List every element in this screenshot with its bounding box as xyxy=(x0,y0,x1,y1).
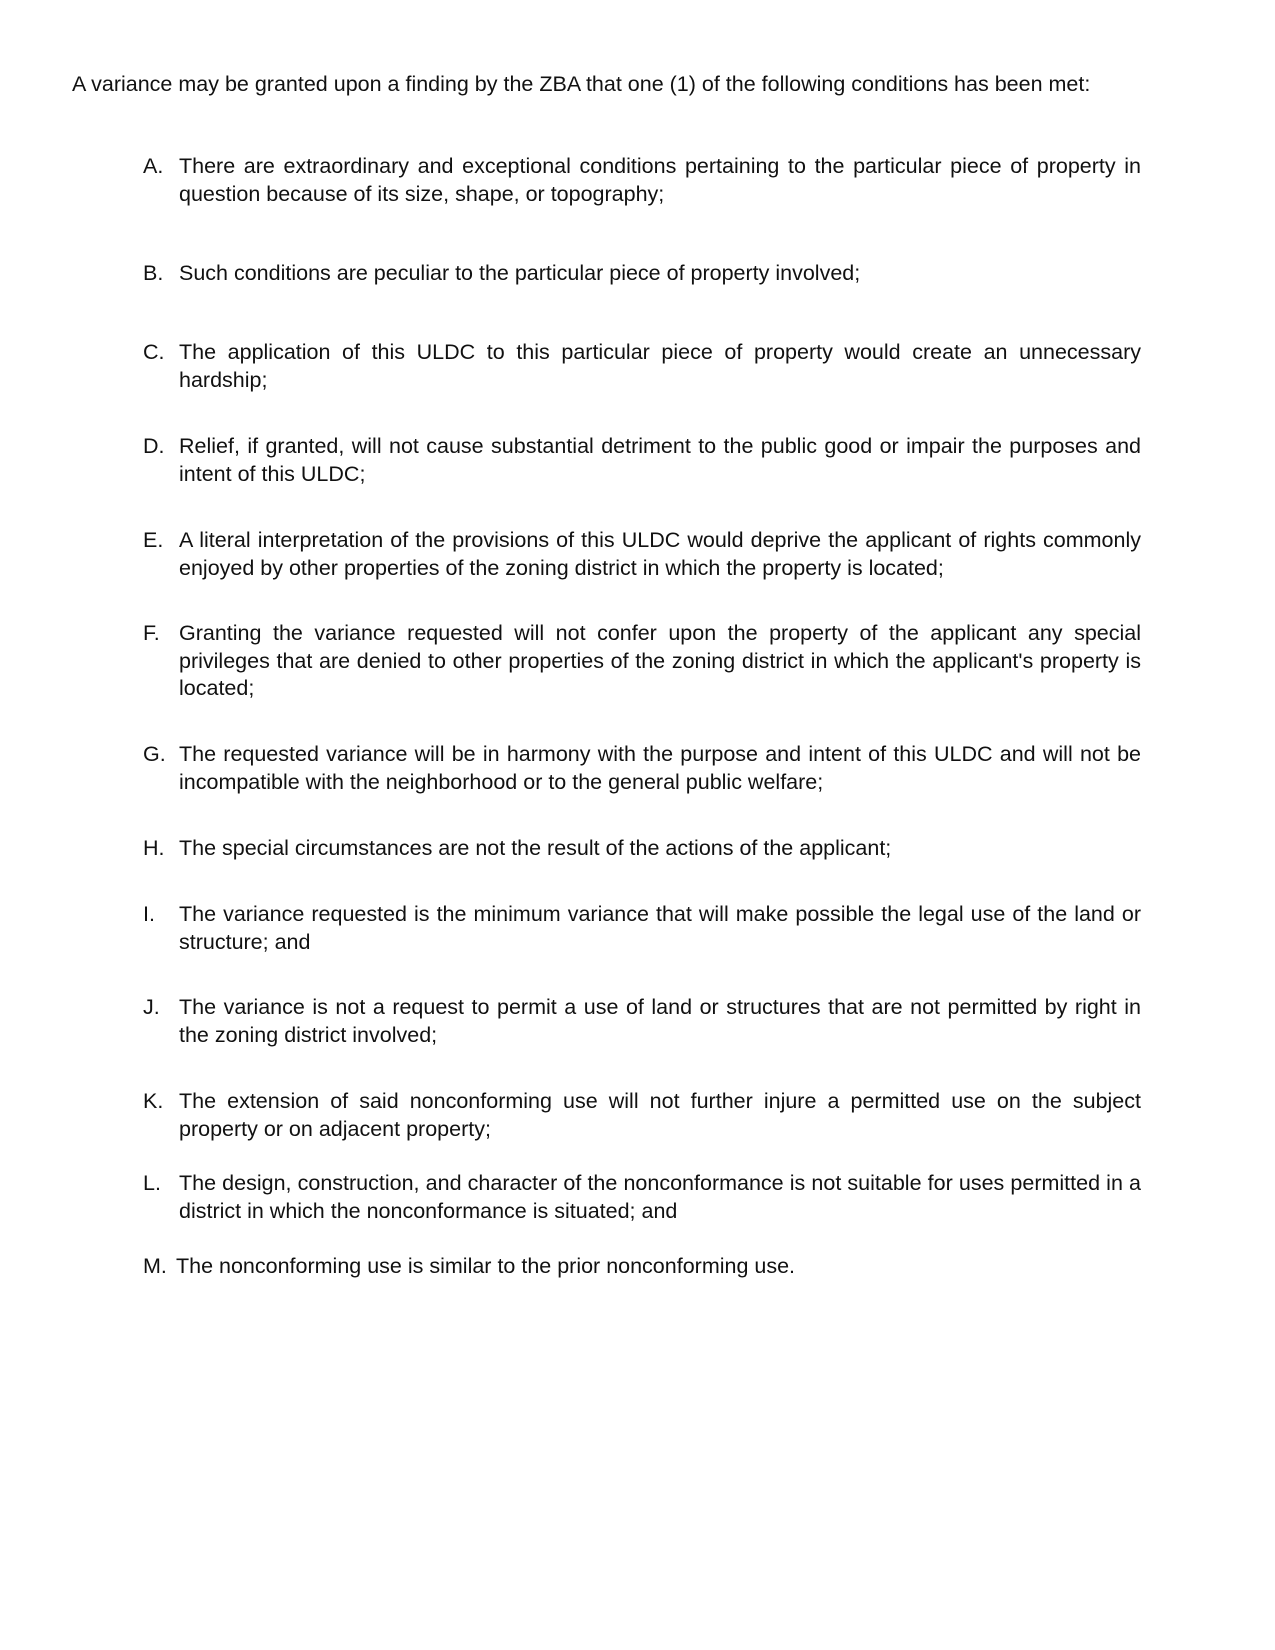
condition-text: Relief, if granted, will not cause substantial detriment to the public good or impair the purposes and intent of this ULDC; xyxy=(179,434,1141,486)
condition-item-h xyxy=(143,835,1141,863)
condition-text: The application of this ULDC to this particular piece of property would create an unnecessary hardship; xyxy=(179,340,1141,392)
condition-item-f xyxy=(143,620,1141,703)
condition-text: A literal interpretation of the provisions of this ULDC would deprive the applicant of rights commonly enjoyed by other properties of the zoning district in which the property is located; xyxy=(179,528,1141,580)
condition-text: The nonconforming use is similar to the prior nonconforming use. xyxy=(176,1254,796,1278)
condition-letter: G. xyxy=(143,742,166,766)
condition-item-m xyxy=(143,1253,1141,1281)
condition-item-l xyxy=(143,1170,1141,1225)
condition-text: The variance requested is the minimum variance that will make possible the legal use of the land or structure; and xyxy=(179,902,1141,954)
condition-letter: I. xyxy=(143,902,155,926)
condition-item-g xyxy=(143,741,1141,796)
condition-letter: L. xyxy=(143,1171,161,1195)
condition-item-e xyxy=(143,527,1141,582)
condition-letter: D. xyxy=(143,434,165,458)
condition-text: Such conditions are peculiar to the particular piece of property involved; xyxy=(179,261,861,285)
condition-item-k xyxy=(143,1088,1141,1143)
condition-item-d xyxy=(143,433,1141,488)
condition-item-b xyxy=(143,260,1141,288)
condition-text: The design, construction, and character of the nonconformance is not suitable for uses permitted in a district in which the nonconformance is situated; and xyxy=(179,1171,1141,1223)
condition-item-i xyxy=(143,901,1141,956)
condition-letter: J. xyxy=(143,995,160,1019)
condition-letter: B. xyxy=(143,261,164,285)
condition-letter: H. xyxy=(143,836,165,860)
condition-letter: C. xyxy=(143,340,165,364)
condition-text: There are extraordinary and exceptional conditions pertaining to the particular piece of property in question because of its size, shape, or topography; xyxy=(179,154,1141,206)
condition-item-j xyxy=(143,994,1141,1049)
condition-text: The requested variance will be in harmony with the purpose and intent of this ULDC and will not be incompatible with the neighborhood or to the general public welfare; xyxy=(179,742,1141,794)
condition-letter: F. xyxy=(143,621,160,645)
condition-text: The special circumstances are not the result of the actions of the applicant; xyxy=(179,836,892,860)
condition-item-c xyxy=(143,339,1141,394)
condition-letter: K. xyxy=(143,1089,164,1113)
intro-paragraph: A variance may be granted upon a finding by the ZBA that one (1) of the following conditions has been met: xyxy=(72,72,1091,96)
condition-letter: E. xyxy=(143,528,164,552)
condition-text: The variance is not a request to permit a use of land or structures that are not permitted by right in the zoning district involved; xyxy=(179,995,1141,1047)
condition-text: Granting the variance requested will not confer upon the property of the applicant any special privileges that are denied to other properties of the zoning district in which the applicant's property is located; xyxy=(179,621,1141,700)
condition-item-a xyxy=(143,153,1141,208)
condition-letter: M. xyxy=(143,1254,167,1278)
condition-text: The extension of said nonconforming use will not further injure a permitted use on the subject property or on adjacent property; xyxy=(179,1089,1141,1141)
condition-letter: A. xyxy=(143,154,164,178)
